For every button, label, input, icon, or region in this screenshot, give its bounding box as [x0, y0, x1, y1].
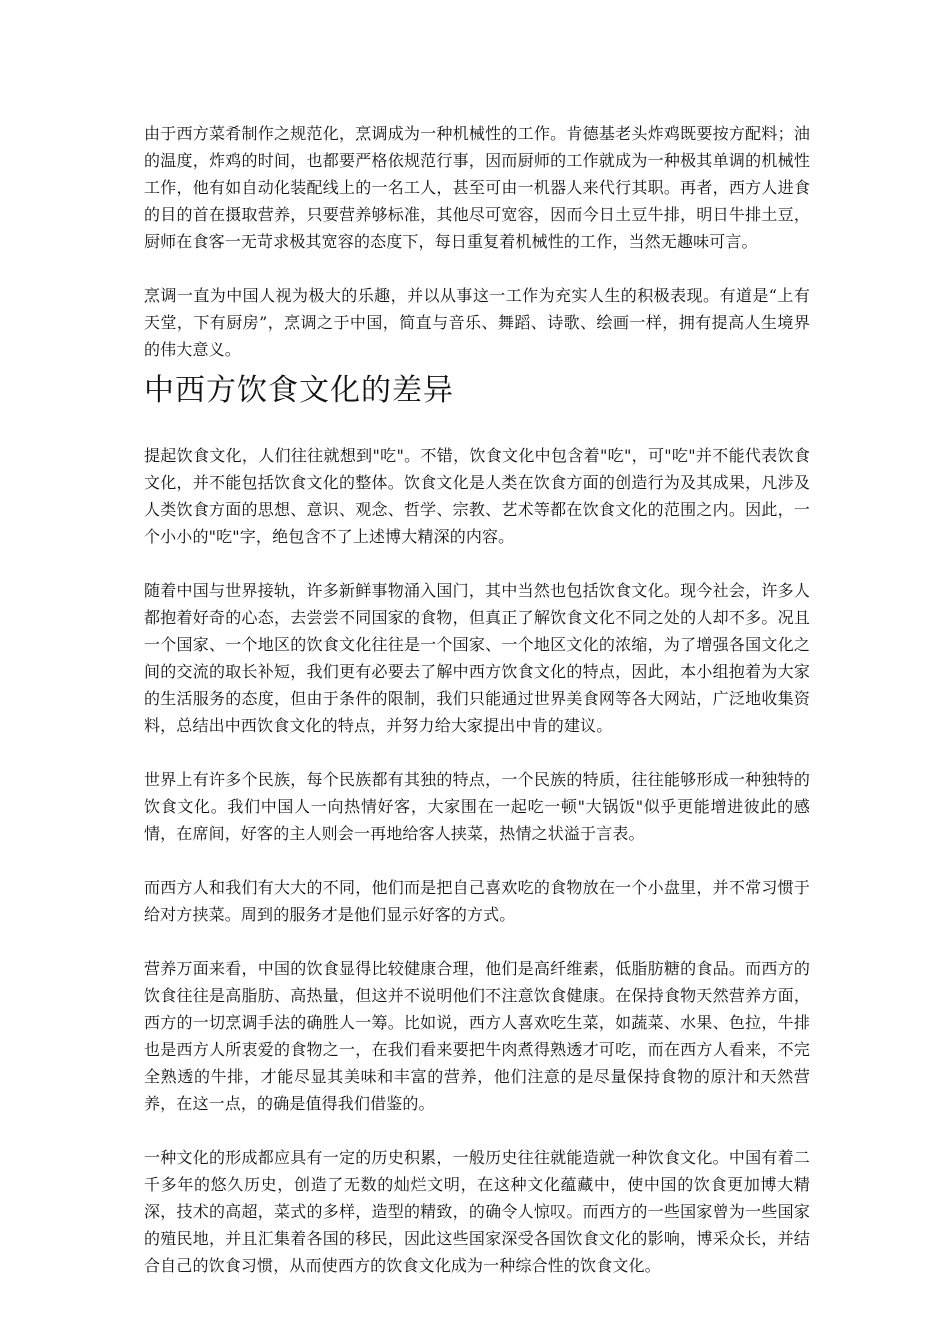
paragraph-food-culture-definition: 提起饮食文化，人们往往就想到"吃"。不错，饮食文化中包含着"吃"，可"吃"并不能代表饮食文化，并不能包括饮食文化的整体。饮食文化是人类在饮食方面的创造行为及其成果，凡涉及人类饮食方面的思想、意识、观念、哲学、宗教、艺术等都在饮食文化的范围之内。因此，一个小小的"吃"字，绝包含不了上述博大精深的内容。 [144, 446, 810, 546]
section-heading: 中西方饮食文化的差异 [144, 373, 454, 408]
paragraph-history: 一种文化的形成都应具有一定的历史积累，一般历史往往就能造就一种饮食文化。中国有着二千多年的悠久历史，创造了无数的灿烂文明，在这种文化蕴藏中，使中国的饮食更加博大精深，技术的高超，菜式的多样，造型的精致，的确令人惊叹。而西方的一些国家曾为一些国家的殖民地，并且汇集着各国的移民，因此这些国家深受各国饮食文化的影响，博采众长，并结合自己的饮食习惯，从而使西方的饮食文化成为一种综合性的饮食文化。 [144, 1148, 810, 1275]
paragraph-chinese-cooking: 烹调一直为中国人视为极大的乐趣，并以从事这一工作为充实人生的积极表现。有道是“上有天堂，下有厨房”，烹调之于中国，简直与音乐、舞蹈、诗歌、绘画一样，拥有提高人生境界的伟大意义。 [144, 286, 810, 359]
paragraph-globalization: 随着中国与世界接轨，许多新鲜事物涌入国门，其中当然也包括饮食文化。现今社会，许多人都抱着好奇的心态，去尝尝不同国家的食物，但真正了解饮食文化不同之处的人却不多。况且一个国家、一个地区的饮食文化往往是一个国家、一个地区文化的浓缩，为了增强各国文化之间的交流的取长补短，我们更有必要去了解中西方饮食文化的特点，因此，本小组抱着为大家的生活服务的态度，但由于条件的限制，我们只能通过世界美食网等各大网站，广泛地收集资料，总结出中西饮食文化的特点，并努力给大家提出中肯的建议。 [144, 581, 810, 735]
document-page [144, 120, 810, 1279]
paragraph-western-serving: 而西方人和我们有大大的不同，他们而是把自己喜欢吃的食物放在一个小盘里，并不常习惯于给对方挟菜。周到的服务才是他们显示好客的方式。 [144, 878, 810, 924]
paragraph-hospitality: 世界上有许多个民族，每个民族都有其独的特点，一个民族的特质，往往能够形成一种独特的饮食文化。我们中国人一向热情好客，大家围在一起吃一顿"大锅饭"似乎更能增进彼此的感情，在席间，好客的主人则会一再地给客人挟菜，热情之状溢于言表。 [144, 770, 810, 843]
paragraph-nutrition: 营养万面来看，中国的饮食显得比较健康合理，他们是高纤维素，低脂肪糖的食品。而西方的饮食往往是高脂肪、高热量，但这并不说明他们不注意饮食健康。在保持食物天然营养方面，西方的一切烹调手法的确胜人一筹。比如说，西方人喜欢吃生菜，如蔬菜、水果、色拉，牛排也是西方人所衷爱的食物之一，在我们看来要把牛肉煮得熟透才可吃，而在西方人看来，不完全熟透的牛排，才能尽显其美味和丰富的营养，他们注意的是尽量保持食物的原汁和天然营养，在这一点，的确是值得我们借鉴的。 [144, 959, 810, 1113]
paragraph-western-cooking: 由于西方菜肴制作之规范化，烹调成为一种机械性的工作。肯德基老头炸鸡既要按方配料；油的温度，炸鸡的时间，也都要严格依规范行事，因而厨师的工作就成为一种极其单调的机械性工作，他有如自动化装配线上的一名工人，甚至可由一机器人来代行其职。再者，西方人进食的目的首在摄取营养，只要营养够标准，其他尽可宽容，因而今日土豆牛排，明日牛排土豆，厨师在食客一无苛求极其宽容的态度下，每日重复着机械性的工作，当然无趣味可言。 [144, 124, 810, 251]
